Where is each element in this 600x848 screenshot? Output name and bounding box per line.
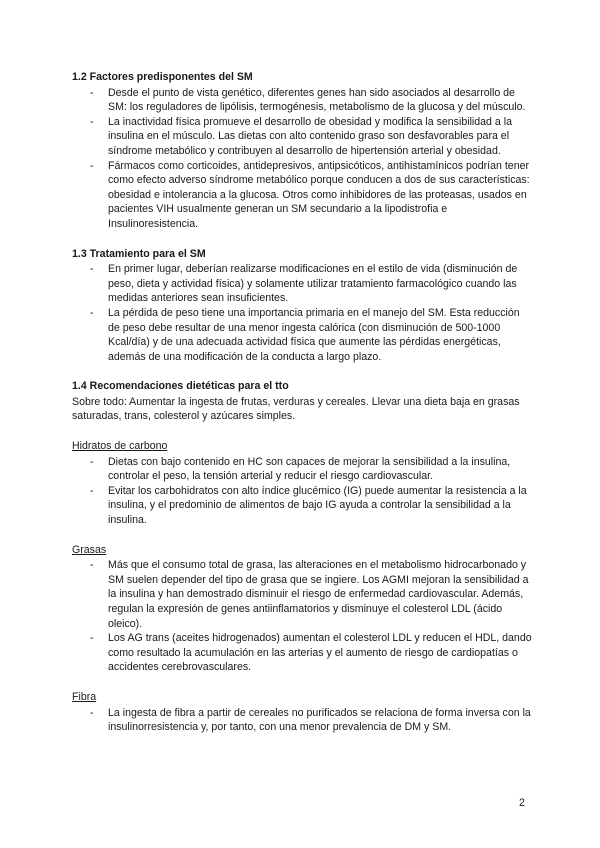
bullet-list xyxy=(72,558,532,675)
bullet-list xyxy=(72,262,532,364)
subsection-heading: Hidratos de carbono xyxy=(72,440,168,453)
list-item: - Dietas con bajo contenido en HC son capaces de mejorar la sensibilidad a la insulina, controlar el peso, la tensión arterial y reducir el riesgo cardiovascular. xyxy=(72,455,532,484)
section-title: 1.4 Recomendaciones dietéticas para el tto xyxy=(72,380,289,393)
list-item: - La pérdida de peso tiene una importancia primaria en el manejo del SM. Esta reducción de peso debe resultar de una menor ingesta calórica (con disminución de 500-1000 Kcal/día) y de una adecuada actividad física que aumente las pérdidas energéticas, además de una modificación de la conducta a largo plazo. xyxy=(72,306,532,364)
section-title: 1.2 Factores predisponentes del SM xyxy=(72,71,253,83)
section-dietary-recommendations xyxy=(72,379,532,424)
intro-paragraph: Sobre todo: Aumentar la ingesta de frutas, verduras y cereales. Llevar una dieta baja en grasas saturadas, trans, colesterol y azúcares simples. xyxy=(72,395,520,423)
subsection-fiber xyxy=(72,690,532,735)
list-item: - Evitar los carbohidratos con alto índice glucémico (IG) puede aumentar la resistencia a la insulina, y el predominio de alimentos de bajo IG ayuda a controlar la sensibilidad a la insulina. xyxy=(72,484,532,528)
list-item: - Desde el punto de vista genético, diferentes genes han sido asociados al desarrollo de SM: los reguladores de lipólisis, termogénesis, metabolismo de la glucosa y del músculo. xyxy=(72,86,532,115)
section-title: 1.3 Tratamiento para el SM xyxy=(72,247,206,260)
bullet-list xyxy=(72,455,532,528)
list-item: - Más que el consumo total de grasa, las alteraciones en el metabolismo hidrocarbonado y SM suelen depender del tipo de grasa que se ingiere. Los AGMI mejoran la sensibilidad a la insulina y han demostrado disminuir el riesgo de enfermedad cardiovascular. Además, regulan la expresión de genes antiinflamatorios y disminuye el colesterol LDL (ácido oleico). xyxy=(72,558,532,631)
list-item: - Fármacos como corticoides, antidepresivos, antipsicóticos, antihistamínicos podrían tener como efecto adverso síndrome metabólico porque conducen a dos de sus características: obesidad e intolerancia a la glucosa. Otros como inhibidores de las proteasas, usados en pacientes VIH usualmente generan un SM secundario a la lipodistrofia e Insulinoresistencia. xyxy=(72,159,532,232)
list-item: - Los AG trans (aceites hidrogenados) aumentan el colesterol LDL y reducen el HDL, dando como resultado la acumulación en las arterias y el aumento de riesgo de cardiopatías o accidentes cerebrovasculares. xyxy=(72,631,532,675)
section-treatment xyxy=(72,247,532,365)
page-number: 2 xyxy=(519,797,525,809)
subsection-heading: Grasas xyxy=(72,543,107,556)
list-item: - En primer lugar, deberían realizarse modificaciones en el estilo de vida (disminución de peso, dieta y actividad física) y solamente utilizar tratamiento farmacológico cuando las medidas anteriores sean insuficientes. xyxy=(72,262,532,306)
list-item: - La inactividad física promueve el desarrollo de obesidad y modifica la sensibilidad a la insulina en el músculo. Las dietas con alto contenido graso son desfavorables para el síndrome metabólico y contribuyen al desarrollo de hipertensión arterial y obesidad. xyxy=(72,115,532,159)
list-item: - La ingesta de fibra a partir de cereales no purificados se relaciona de forma inversa con la insulinorresistencia y, por tanto, con una menor prevalencia de DM y SM. xyxy=(72,706,532,735)
section-predisposing-factors xyxy=(72,70,532,232)
subsection-carbohydrates xyxy=(72,439,532,528)
bullet-list xyxy=(72,86,532,232)
bullet-list xyxy=(72,706,532,735)
subsection-fats xyxy=(72,543,532,675)
document-page xyxy=(72,70,532,750)
subsection-heading: Fibra xyxy=(72,690,97,703)
